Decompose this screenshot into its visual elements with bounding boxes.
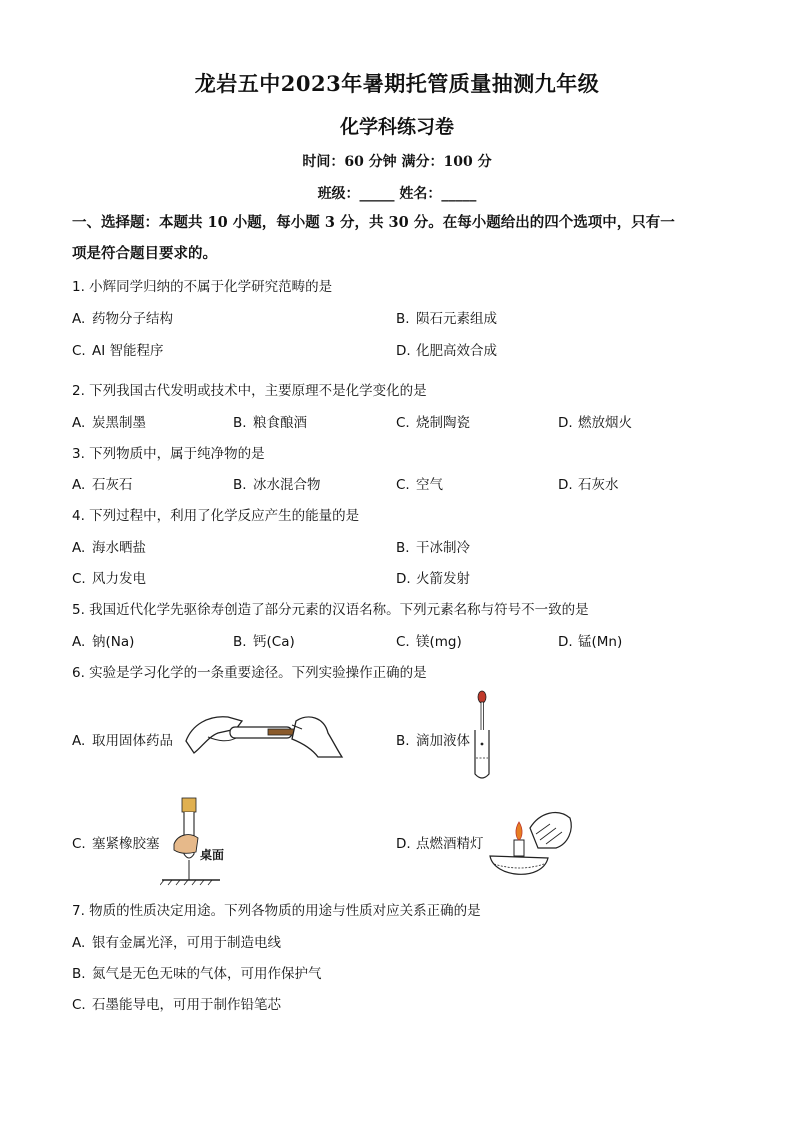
q1-option-c (72, 339, 164, 359)
option-key: C. (72, 997, 86, 1013)
option-key: C. (72, 571, 86, 587)
q1-option-b (396, 307, 497, 327)
figure-alcohol-lamp (486, 800, 576, 882)
option-text: 塞紧橡胶塞 (92, 836, 160, 852)
question-5-stem: 5. 我国近代化学先驱徐寿创造了部分元素的汉语名称。下列元素名称与符号不一致的是 (72, 602, 589, 618)
q3-option-a (72, 473, 133, 493)
q5-option-d (558, 630, 622, 650)
option-text: 粮食酿酒 (253, 415, 307, 431)
option-text: 药物分子结构 (92, 311, 173, 327)
q4-option-d (396, 567, 470, 587)
q2-option-a (72, 411, 146, 431)
option-text: 钙(Ca) (253, 634, 295, 650)
exam-subtitle: 化学科练习卷 (339, 116, 454, 138)
option-text: 点燃酒精灯 (416, 836, 484, 852)
q5-option-c (396, 630, 462, 650)
desk-label: 桌面 (200, 848, 225, 862)
question-3-stem: 3. 下列物质中，属于纯净物的是 (72, 446, 265, 462)
option-key: C. (72, 836, 86, 852)
option-key: A. (72, 634, 86, 650)
option-text: 燃放烟火 (578, 415, 632, 431)
class-name-line: 班级：_____ 姓名：_____ (317, 186, 477, 202)
option-text: 火箭发射 (416, 571, 470, 587)
question-4-stem: 4. 下列过程中，利用了化学反应产生的能量的是 (72, 508, 360, 524)
q3-option-c (396, 473, 443, 493)
q6-option-c (72, 832, 160, 852)
option-key: C. (396, 415, 410, 431)
option-key: D. (396, 836, 411, 852)
question-1-stem: 1. 小辉同学归纳的不属于化学研究范畴的是 (72, 279, 333, 295)
exam-title: 龙岩五中2023年暑期托管质量抽测九年级 (194, 71, 600, 96)
q2-option-b (233, 411, 307, 431)
q4-option-a (72, 536, 146, 556)
q5-option-a (72, 630, 134, 650)
option-text: 取用固体药品 (92, 733, 173, 749)
option-key: B. (233, 415, 247, 431)
option-key: D. (558, 477, 573, 493)
option-key: A. (72, 415, 86, 431)
option-text: 氮气是无色无味的气体，可用作保护气 (92, 966, 322, 982)
option-key: B. (396, 311, 410, 327)
option-text: 钠(Na) (92, 634, 135, 650)
option-text: 烧制陶瓷 (416, 415, 470, 431)
option-text: 锰(Mn) (578, 634, 623, 650)
option-key: D. (558, 415, 573, 431)
option-key: A. (72, 935, 86, 951)
q7-option-b (72, 962, 322, 982)
q1-option-d (396, 339, 497, 359)
option-text: 海水晒盐 (92, 540, 146, 556)
time-score-line: 时间：60 分钟 满分：100 分 (302, 154, 492, 170)
option-text: 炭黑制墨 (92, 415, 146, 431)
option-text: 干冰制冷 (416, 540, 470, 556)
option-key: B. (233, 477, 247, 493)
option-key: B. (396, 540, 410, 556)
option-text: 银有金属光泽，可用于制造电线 (92, 935, 281, 951)
option-key: D. (558, 634, 573, 650)
option-text: 石灰石 (92, 477, 133, 493)
option-key: B. (233, 634, 247, 650)
option-key: B. (396, 733, 410, 749)
q4-option-c (72, 567, 146, 587)
q5-option-b (233, 630, 295, 650)
question-6-stem: 6. 实验是学习化学的一条重要途径。下列实验操作正确的是 (72, 665, 427, 681)
option-text: 石墨能导电，可用于制作铅笔芯 (92, 997, 281, 1013)
option-text: 风力发电 (92, 571, 146, 587)
q3-option-b (233, 473, 321, 493)
option-text: 镁(mg) (416, 634, 462, 650)
option-key: D. (396, 571, 411, 587)
q7-option-c (72, 993, 281, 1013)
q2-option-c (396, 411, 470, 431)
option-key: A. (72, 311, 86, 327)
section-heading (72, 207, 732, 269)
figure-take-solid (178, 703, 344, 761)
option-key: A. (72, 733, 86, 749)
option-key: B. (72, 966, 86, 982)
option-text: 冰水混合物 (253, 477, 321, 493)
q7-option-a (72, 931, 281, 951)
section-heading-line1: 一、选择题：本题共 10 小题，每小题 3 分，共 30 分。在每小题给出的四个选项中，只有一 (72, 214, 675, 231)
option-text: 滴加液体 (416, 733, 470, 749)
q3-option-d (558, 473, 619, 493)
q6-option-b (396, 729, 470, 749)
option-text: 空气 (416, 477, 443, 493)
option-key: A. (72, 477, 86, 493)
option-key: C. (396, 477, 410, 493)
q6-option-a (72, 729, 173, 749)
question-2-stem: 2. 下列我国古代发明或技术中，主要原理不是化学变化的是 (72, 383, 427, 399)
option-key: A. (72, 540, 86, 556)
q2-option-d (558, 411, 632, 431)
question-7-stem: 7. 物质的性质决定用途。下列各物质的用途与性质对应关系正确的是 (72, 903, 481, 919)
option-text: AI 智能程序 (92, 343, 164, 359)
figure-dropper (472, 690, 496, 782)
q4-option-b (396, 536, 470, 556)
option-text: 化肥高效合成 (416, 343, 497, 359)
option-key: C. (72, 343, 86, 359)
q6-option-d (396, 832, 484, 852)
q1-option-a (72, 307, 173, 327)
option-text: 陨石元素组成 (416, 311, 497, 327)
section-heading-line2: 项是符合题目要求的。 (72, 245, 217, 262)
option-key: D. (396, 343, 411, 359)
option-key: C. (396, 634, 410, 650)
option-text: 石灰水 (578, 477, 619, 493)
figure-stopper (160, 794, 232, 886)
